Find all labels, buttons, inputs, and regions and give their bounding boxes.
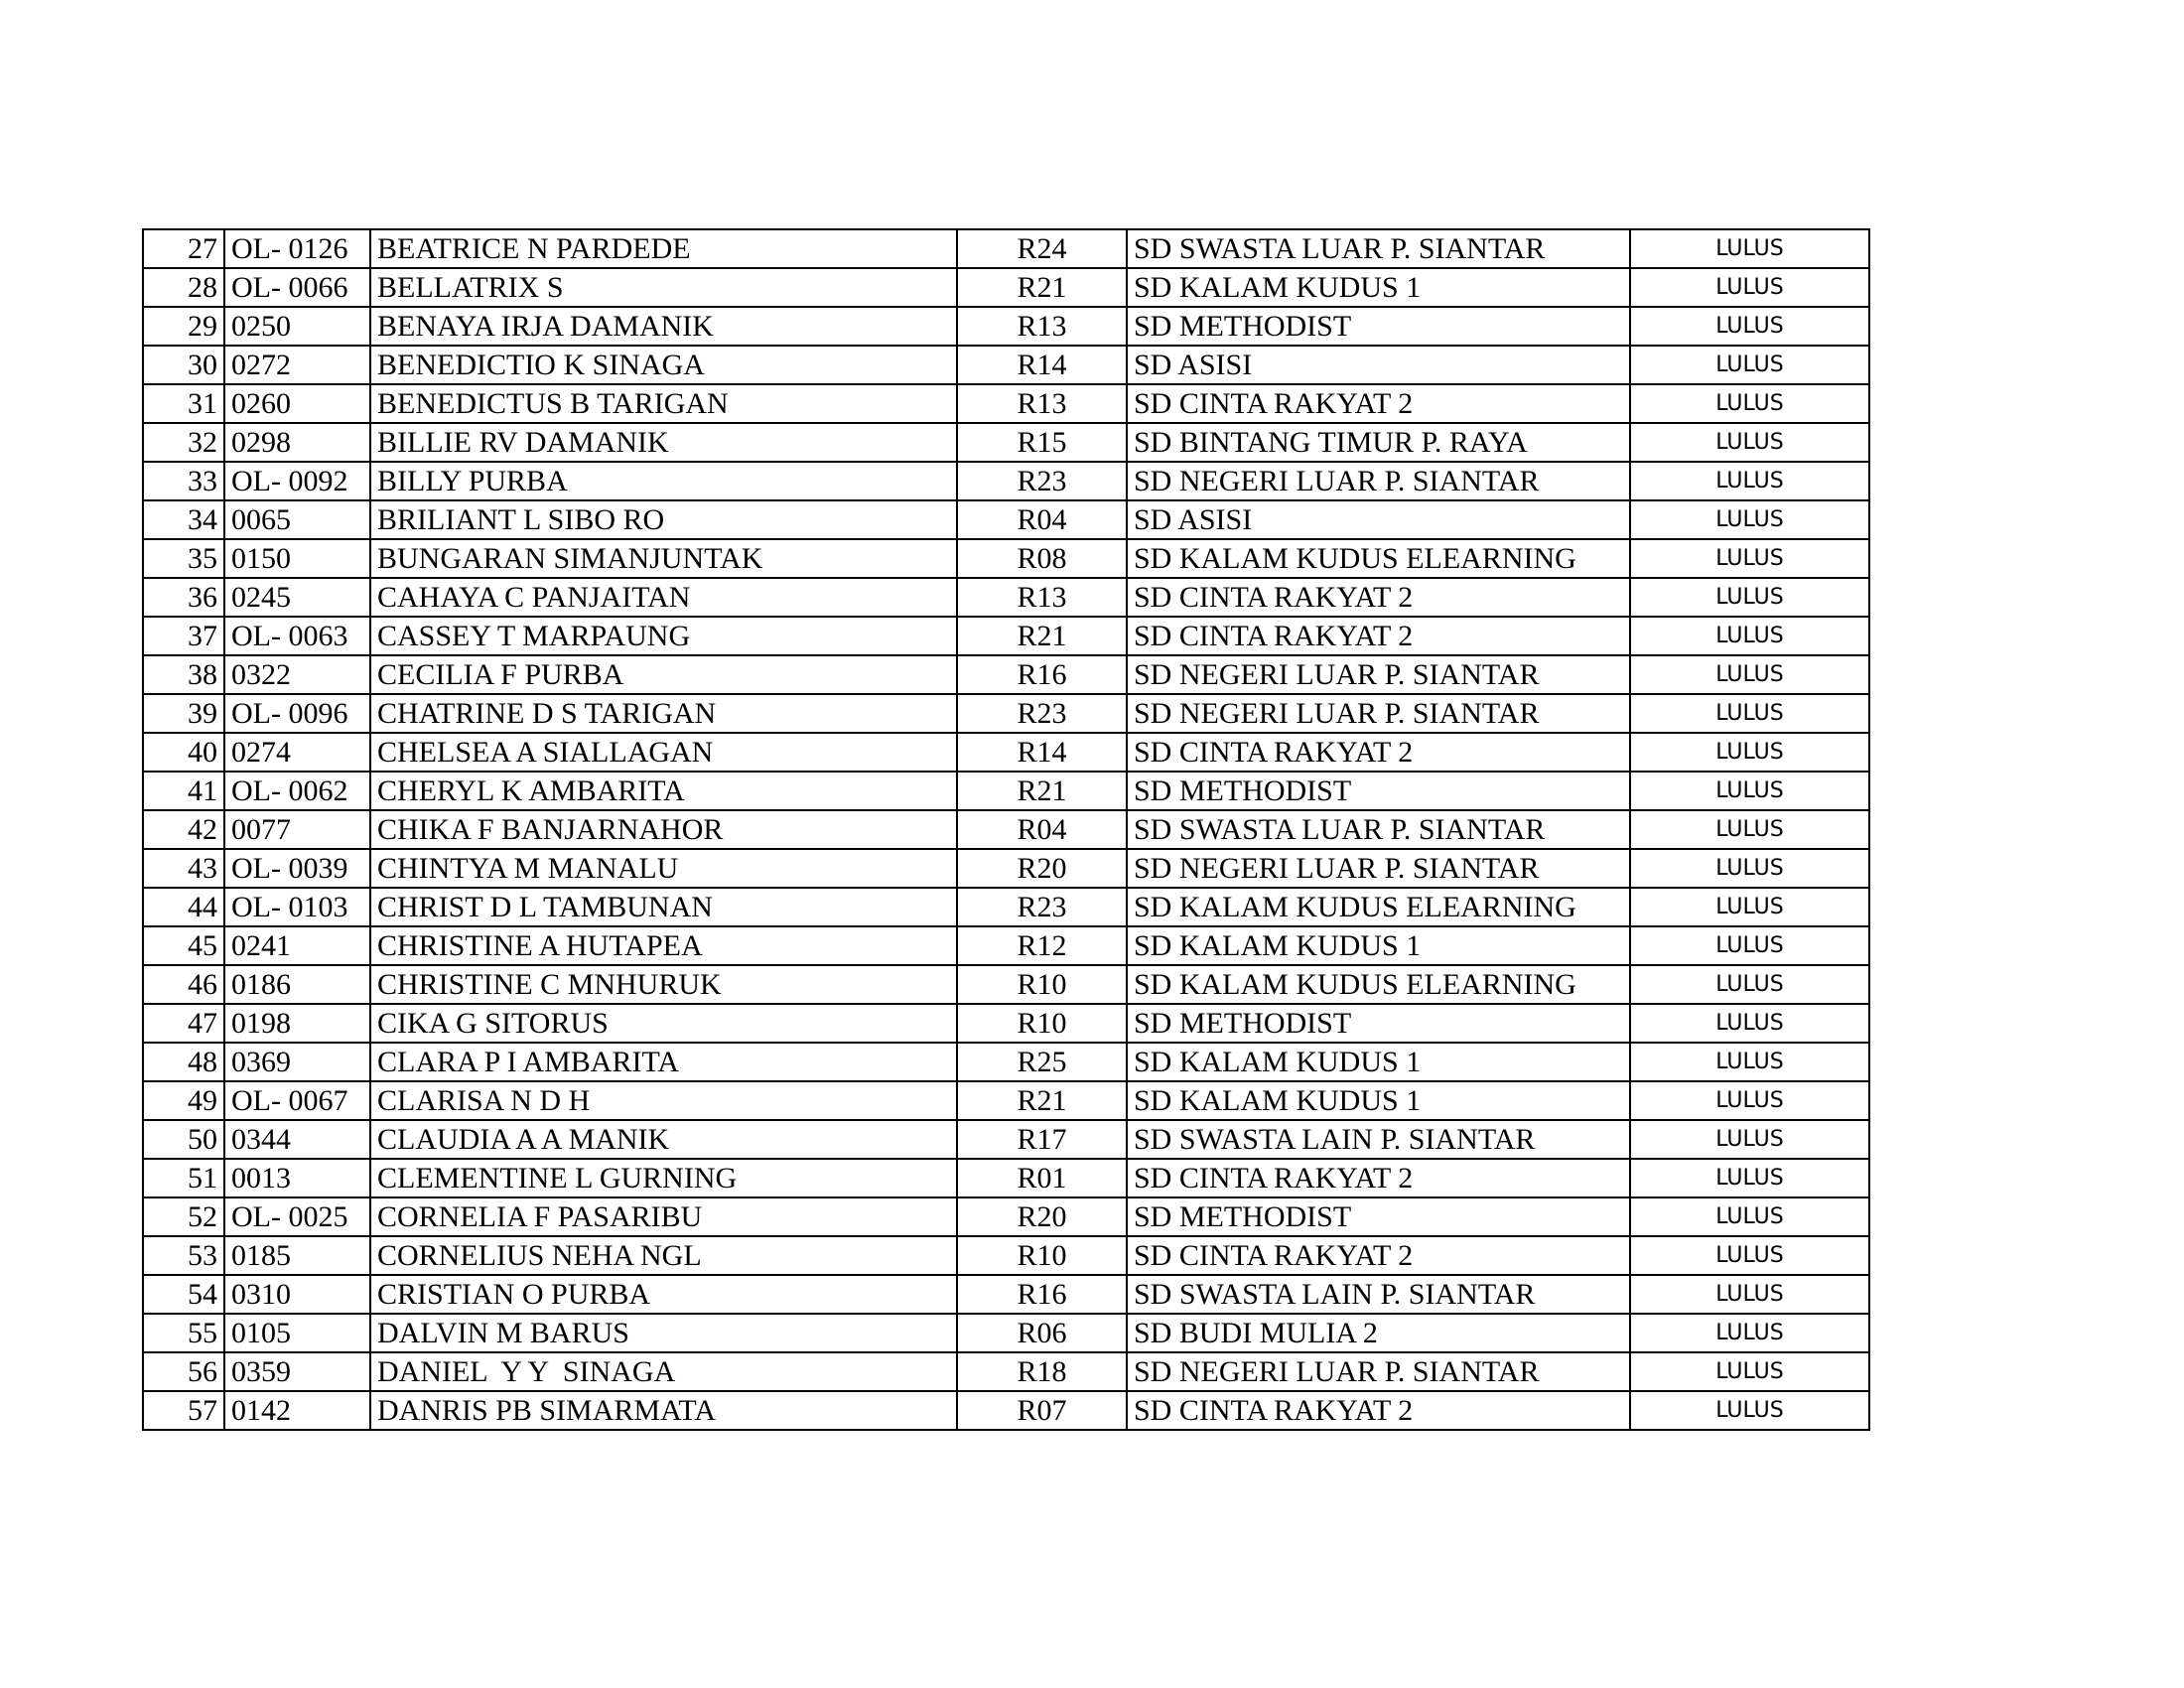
student-name-cell: CHERYL K AMBARITA (370, 772, 957, 810)
school-cell: SD METHODIST (1127, 307, 1630, 346)
row-number-cell: 40 (143, 733, 224, 772)
school-cell: SD METHODIST (1127, 1197, 1630, 1236)
table-row (143, 307, 1869, 346)
room-cell: R23 (957, 462, 1127, 500)
room-cell: R20 (957, 1197, 1127, 1236)
registration-code-cell: 0186 (224, 965, 370, 1004)
table-row (143, 849, 1869, 888)
student-name-cell: CAHAYA C PANJAITAN (370, 578, 957, 617)
registration-code-cell: 0250 (224, 307, 370, 346)
table-row (143, 1120, 1869, 1159)
student-name-cell: CECILIA F PURBA (370, 655, 957, 694)
table-row (143, 810, 1869, 849)
table-row (143, 1391, 1869, 1430)
school-cell: SD METHODIST (1127, 1004, 1630, 1043)
row-number-cell: 55 (143, 1314, 224, 1352)
registration-code-cell: 0260 (224, 384, 370, 423)
room-cell: R24 (957, 229, 1127, 268)
registration-code-cell: OL- 0096 (224, 694, 370, 733)
student-name-cell: CLARA P I AMBARITA (370, 1043, 957, 1081)
room-cell: R23 (957, 694, 1127, 733)
row-number-cell: 57 (143, 1391, 224, 1430)
student-name-cell: BENAYA IRJA DAMANIK (370, 307, 957, 346)
status-cell: LULUS (1630, 500, 1869, 539)
table-row (143, 1352, 1869, 1391)
school-cell: SD KALAM KUDUS ELEARNING (1127, 539, 1630, 578)
room-cell: R10 (957, 965, 1127, 1004)
room-cell: R16 (957, 1275, 1127, 1314)
room-cell: R10 (957, 1236, 1127, 1275)
student-name-cell: DALVIN M BARUS (370, 1314, 957, 1352)
status-cell: LULUS (1630, 1391, 1869, 1430)
school-cell: SD KALAM KUDUS 1 (1127, 1043, 1630, 1081)
student-name-cell: CHINTYA M MANALU (370, 849, 957, 888)
student-name-cell: DANRIS PB SIMARMATA (370, 1391, 957, 1430)
room-cell: R21 (957, 1081, 1127, 1120)
room-cell: R13 (957, 578, 1127, 617)
registration-code-cell: 0142 (224, 1391, 370, 1430)
table-row (143, 1004, 1869, 1043)
row-number-cell: 29 (143, 307, 224, 346)
student-name-cell: BENEDICTUS B TARIGAN (370, 384, 957, 423)
table-row (143, 229, 1869, 268)
registration-code-cell: 0245 (224, 578, 370, 617)
table-row (143, 462, 1869, 500)
row-number-cell: 53 (143, 1236, 224, 1275)
room-cell: R10 (957, 1004, 1127, 1043)
status-cell: LULUS (1630, 1314, 1869, 1352)
row-number-cell: 31 (143, 384, 224, 423)
status-cell: LULUS (1630, 888, 1869, 926)
table-row (143, 733, 1869, 772)
row-number-cell: 36 (143, 578, 224, 617)
student-name-cell: CIKA G SITORUS (370, 1004, 957, 1043)
student-name-cell: BELLATRIX S (370, 268, 957, 307)
room-cell: R01 (957, 1159, 1127, 1197)
registration-code-cell: 0150 (224, 539, 370, 578)
status-cell: LULUS (1630, 926, 1869, 965)
student-name-cell: CHRISTINE A HUTAPEA (370, 926, 957, 965)
student-name-cell: CHATRINE D S TARIGAN (370, 694, 957, 733)
table-row (143, 1159, 1869, 1197)
room-cell: R17 (957, 1120, 1127, 1159)
status-cell: LULUS (1630, 617, 1869, 655)
row-number-cell: 54 (143, 1275, 224, 1314)
status-cell: LULUS (1630, 1197, 1869, 1236)
table-row (143, 384, 1869, 423)
school-cell: SD CINTA RAKYAT 2 (1127, 733, 1630, 772)
school-cell: SD NEGERI LUAR P. SIANTAR (1127, 849, 1630, 888)
school-cell: SD NEGERI LUAR P. SIANTAR (1127, 462, 1630, 500)
student-name-cell: CHIKA F BANJARNAHOR (370, 810, 957, 849)
status-cell: LULUS (1630, 694, 1869, 733)
status-cell: LULUS (1630, 462, 1869, 500)
room-cell: R06 (957, 1314, 1127, 1352)
registration-code-cell: 0310 (224, 1275, 370, 1314)
status-cell: LULUS (1630, 1081, 1869, 1120)
status-cell: LULUS (1630, 268, 1869, 307)
room-cell: R12 (957, 926, 1127, 965)
table-row (143, 1236, 1869, 1275)
status-cell: LULUS (1630, 384, 1869, 423)
school-cell: SD CINTA RAKYAT 2 (1127, 384, 1630, 423)
table-row (143, 965, 1869, 1004)
student-name-cell: DANIEL Y Y SINAGA (370, 1352, 957, 1391)
row-number-cell: 33 (143, 462, 224, 500)
status-cell: LULUS (1630, 229, 1869, 268)
room-cell: R14 (957, 733, 1127, 772)
status-cell: LULUS (1630, 772, 1869, 810)
row-number-cell: 43 (143, 849, 224, 888)
room-cell: R14 (957, 346, 1127, 384)
results-table-body (143, 229, 1869, 1430)
room-cell: R08 (957, 539, 1127, 578)
school-cell: SD ASISI (1127, 500, 1630, 539)
student-name-cell: CLEMENTINE L GURNING (370, 1159, 957, 1197)
school-cell: SD SWASTA LUAR P. SIANTAR (1127, 810, 1630, 849)
status-cell: LULUS (1630, 1352, 1869, 1391)
registration-code-cell: OL- 0039 (224, 849, 370, 888)
school-cell: SD CINTA RAKYAT 2 (1127, 578, 1630, 617)
table-row (143, 1314, 1869, 1352)
row-number-cell: 50 (143, 1120, 224, 1159)
registration-code-cell: OL- 0126 (224, 229, 370, 268)
table-row (143, 346, 1869, 384)
row-number-cell: 27 (143, 229, 224, 268)
school-cell: SD NEGERI LUAR P. SIANTAR (1127, 655, 1630, 694)
student-name-cell: CRISTIAN O PURBA (370, 1275, 957, 1314)
status-cell: LULUS (1630, 655, 1869, 694)
status-cell: LULUS (1630, 1043, 1869, 1081)
student-name-cell: CHRISTINE C MNHURUK (370, 965, 957, 1004)
student-name-cell: BILLIE RV DAMANIK (370, 423, 957, 462)
student-name-cell: CORNELIA F PASARIBU (370, 1197, 957, 1236)
row-number-cell: 28 (143, 268, 224, 307)
room-cell: R04 (957, 500, 1127, 539)
row-number-cell: 39 (143, 694, 224, 733)
table-row (143, 926, 1869, 965)
row-number-cell: 49 (143, 1081, 224, 1120)
registration-code-cell: 0369 (224, 1043, 370, 1081)
row-number-cell: 56 (143, 1352, 224, 1391)
table-row (143, 617, 1869, 655)
registration-code-cell: 0344 (224, 1120, 370, 1159)
registration-code-cell: 0013 (224, 1159, 370, 1197)
registration-code-cell: OL- 0103 (224, 888, 370, 926)
school-cell: SD SWASTA LAIN P. SIANTAR (1127, 1275, 1630, 1314)
school-cell: SD METHODIST (1127, 772, 1630, 810)
school-cell: SD CINTA RAKYAT 2 (1127, 1391, 1630, 1430)
room-cell: R13 (957, 384, 1127, 423)
school-cell: SD KALAM KUDUS ELEARNING (1127, 965, 1630, 1004)
registration-code-cell: 0272 (224, 346, 370, 384)
student-name-cell: BEATRICE N PARDEDE (370, 229, 957, 268)
table-row (143, 1043, 1869, 1081)
row-number-cell: 42 (143, 810, 224, 849)
row-number-cell: 44 (143, 888, 224, 926)
registration-code-cell: OL- 0067 (224, 1081, 370, 1120)
registration-code-cell: 0198 (224, 1004, 370, 1043)
room-cell: R21 (957, 268, 1127, 307)
registration-code-cell: 0241 (224, 926, 370, 965)
table-row (143, 423, 1869, 462)
student-name-cell: BRILIANT L SIBO RO (370, 500, 957, 539)
registration-code-cell: 0359 (224, 1352, 370, 1391)
status-cell: LULUS (1630, 539, 1869, 578)
row-number-cell: 32 (143, 423, 224, 462)
school-cell: SD BUDI MULIA 2 (1127, 1314, 1630, 1352)
registration-code-cell: 0065 (224, 500, 370, 539)
row-number-cell: 38 (143, 655, 224, 694)
status-cell: LULUS (1630, 1159, 1869, 1197)
room-cell: R23 (957, 888, 1127, 926)
table-row (143, 578, 1869, 617)
row-number-cell: 48 (143, 1043, 224, 1081)
school-cell: SD CINTA RAKYAT 2 (1127, 1236, 1630, 1275)
row-number-cell: 46 (143, 965, 224, 1004)
registration-code-cell: OL- 0063 (224, 617, 370, 655)
status-cell: LULUS (1630, 1120, 1869, 1159)
registration-code-cell: 0298 (224, 423, 370, 462)
registration-code-cell: 0185 (224, 1236, 370, 1275)
row-number-cell: 41 (143, 772, 224, 810)
school-cell: SD CINTA RAKYAT 2 (1127, 617, 1630, 655)
student-name-cell: CHELSEA A SIALLAGAN (370, 733, 957, 772)
row-number-cell: 51 (143, 1159, 224, 1197)
table-row (143, 772, 1869, 810)
school-cell: SD CINTA RAKYAT 2 (1127, 1159, 1630, 1197)
table-row (143, 500, 1869, 539)
registration-code-cell: OL- 0062 (224, 772, 370, 810)
room-cell: R13 (957, 307, 1127, 346)
room-cell: R21 (957, 772, 1127, 810)
table-row (143, 1275, 1869, 1314)
registration-code-cell: OL- 0066 (224, 268, 370, 307)
status-cell: LULUS (1630, 578, 1869, 617)
registration-code-cell: 0105 (224, 1314, 370, 1352)
registration-code-cell: 0322 (224, 655, 370, 694)
row-number-cell: 45 (143, 926, 224, 965)
registration-code-cell: OL- 0025 (224, 1197, 370, 1236)
school-cell: SD ASISI (1127, 346, 1630, 384)
status-cell: LULUS (1630, 1275, 1869, 1314)
room-cell: R20 (957, 849, 1127, 888)
status-cell: LULUS (1630, 733, 1869, 772)
table-row (143, 1197, 1869, 1236)
student-name-cell: CORNELIUS NEHA NGL (370, 1236, 957, 1275)
student-name-cell: CLAUDIA A A MANIK (370, 1120, 957, 1159)
table-row (143, 655, 1869, 694)
table-row (143, 539, 1869, 578)
room-cell: R15 (957, 423, 1127, 462)
results-table (142, 228, 1870, 1431)
row-number-cell: 47 (143, 1004, 224, 1043)
table-row (143, 268, 1869, 307)
registration-code-cell: 0274 (224, 733, 370, 772)
room-cell: R21 (957, 617, 1127, 655)
room-cell: R18 (957, 1352, 1127, 1391)
school-cell: SD KALAM KUDUS 1 (1127, 926, 1630, 965)
status-cell: LULUS (1630, 849, 1869, 888)
registration-code-cell: 0077 (224, 810, 370, 849)
row-number-cell: 52 (143, 1197, 224, 1236)
student-name-cell: BILLY PURBA (370, 462, 957, 500)
student-name-cell: CHRIST D L TAMBUNAN (370, 888, 957, 926)
status-cell: LULUS (1630, 307, 1869, 346)
school-cell: SD NEGERI LUAR P. SIANTAR (1127, 1352, 1630, 1391)
school-cell: SD KALAM KUDUS ELEARNING (1127, 888, 1630, 926)
registration-code-cell: OL- 0092 (224, 462, 370, 500)
student-name-cell: CLARISA N D H (370, 1081, 957, 1120)
status-cell: LULUS (1630, 965, 1869, 1004)
row-number-cell: 37 (143, 617, 224, 655)
room-cell: R16 (957, 655, 1127, 694)
school-cell: SD KALAM KUDUS 1 (1127, 1081, 1630, 1120)
room-cell: R07 (957, 1391, 1127, 1430)
row-number-cell: 30 (143, 346, 224, 384)
student-name-cell: BUNGARAN SIMANJUNTAK (370, 539, 957, 578)
school-cell: SD BINTANG TIMUR P. RAYA (1127, 423, 1630, 462)
school-cell: SD SWASTA LUAR P. SIANTAR (1127, 229, 1630, 268)
room-cell: R25 (957, 1043, 1127, 1081)
school-cell: SD SWASTA LAIN P. SIANTAR (1127, 1120, 1630, 1159)
row-number-cell: 35 (143, 539, 224, 578)
table-row (143, 888, 1869, 926)
table-row (143, 694, 1869, 733)
status-cell: LULUS (1630, 1004, 1869, 1043)
student-name-cell: CASSEY T MARPAUNG (370, 617, 957, 655)
table-row (143, 1081, 1869, 1120)
status-cell: LULUS (1630, 423, 1869, 462)
status-cell: LULUS (1630, 810, 1869, 849)
status-cell: LULUS (1630, 346, 1869, 384)
school-cell: SD KALAM KUDUS 1 (1127, 268, 1630, 307)
room-cell: R04 (957, 810, 1127, 849)
row-number-cell: 34 (143, 500, 224, 539)
school-cell: SD NEGERI LUAR P. SIANTAR (1127, 694, 1630, 733)
status-cell: LULUS (1630, 1236, 1869, 1275)
student-name-cell: BENEDICTIO K SINAGA (370, 346, 957, 384)
